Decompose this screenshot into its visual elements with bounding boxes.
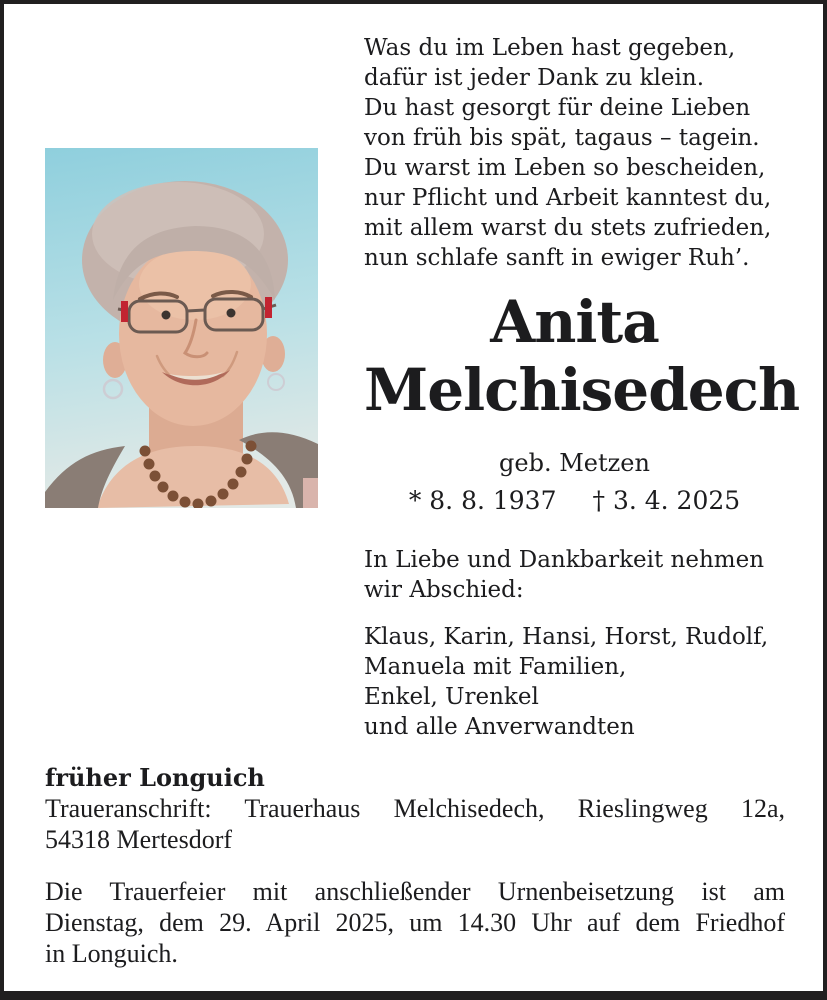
poem-line: mit allem warst du stets zufrieden, — [364, 215, 772, 241]
portrait-photo — [45, 148, 318, 508]
poem-line: nur Pflicht und Arbeit kanntest du, — [364, 185, 772, 211]
mourner-line: Klaus, Karin, Hansi, Horst, Rudolf, — [364, 624, 769, 650]
ceremony-line: Die Trauerfeier mit anschließender Urnenbeisetzung ist am — [45, 877, 785, 906]
poem-line: Was du im Leben hast gegeben, — [364, 35, 736, 61]
farewell-intro — [364, 545, 785, 605]
mourning-address — [45, 793, 785, 855]
poem-line: nun schlafe sanft in ewiger Ruh’. — [364, 245, 750, 271]
right-column — [364, 33, 800, 742]
mourner-line: Manuela mit Familien, — [364, 654, 627, 680]
memorial-poem — [364, 33, 785, 273]
maiden-name: geb. Metzen — [499, 449, 650, 477]
deceased-first-name: Anita — [490, 288, 659, 356]
poem-line: von früh bis spät, tagaus – tagein. — [364, 125, 760, 151]
farewell-intro-line: wir Abschied: — [364, 577, 524, 603]
ceremony-line: Dienstag, dem 29. April 2025, um 14.30 Uhr auf dem Friedhof — [45, 908, 785, 937]
former-residence: früher Longuich — [45, 763, 265, 792]
portrait-photo-graphic — [45, 148, 318, 508]
poem-line: dafür ist jeder Dank zu klein. — [364, 65, 705, 91]
life-dates — [364, 486, 785, 516]
poem-line: Du warst im Leben so bescheiden, — [364, 155, 766, 181]
mourner-line: und alle Anverwandten — [364, 714, 635, 740]
birth-date: * 8. 8. 1937 — [408, 486, 557, 515]
footer-block — [45, 762, 785, 969]
deceased-name — [364, 288, 800, 424]
poem-line: Du hast gesorgt für deine Lieben — [364, 95, 751, 121]
death-date: † 3. 4. 2025 — [592, 486, 741, 515]
address-line: Traueranschrift: Trauerhaus Melchisedech, Rieslingweg 12a, — [45, 794, 785, 823]
address-line: 54318 Mertesdorf — [45, 825, 233, 854]
ceremony-line: in Longuich. — [45, 939, 178, 968]
mourners-list — [364, 622, 785, 742]
mourner-line: Enkel, Urenkel — [364, 684, 539, 710]
farewell-intro-line: In Liebe und Dankbarkeit nehmen — [364, 547, 765, 573]
deceased-last-name: Melchisedech — [364, 356, 800, 424]
ceremony-info — [45, 876, 785, 969]
